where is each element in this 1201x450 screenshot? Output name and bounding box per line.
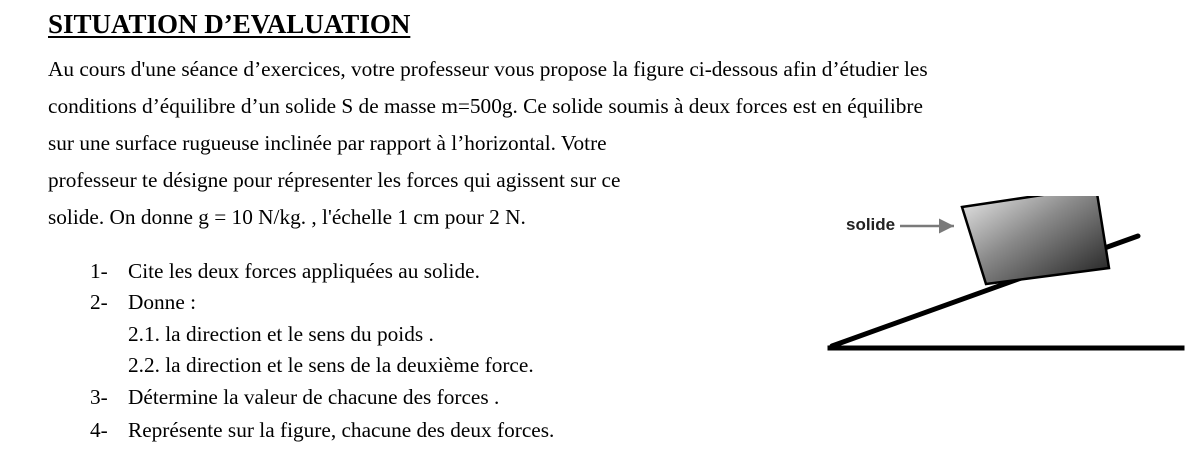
question-2-1 <box>128 324 434 345</box>
question-text: 2.1. la direction et le sens du poids . <box>128 322 434 346</box>
intro-line-1: Au cours d'une séance d’exercices, votre professeur vous propose la figure ci-dessous afin d’étudier les <box>48 57 928 81</box>
question-number: 2- <box>90 290 108 314</box>
question-4 <box>90 420 554 441</box>
question-1 <box>90 261 480 282</box>
question-text: Cite les deux forces appliquées au solide. <box>128 259 480 283</box>
question-text: 2.2. la direction et le sens de la deuxième force. <box>128 353 534 377</box>
question-number: 3- <box>90 385 108 409</box>
question-2-2 <box>128 355 534 376</box>
inclined-plane-figure <box>820 196 1190 356</box>
intro-line-2: conditions d’équilibre d’un solide S de masse m=500g. Ce solide soumis à deux forces est en équilibre <box>48 94 923 118</box>
intro-line-5: solide. On donne g = 10 N/kg. , l'échelle 1 cm pour 2 N. <box>48 205 526 229</box>
question-3 <box>90 387 499 408</box>
document-title: SITUATION D’EVALUATION <box>48 9 411 39</box>
solid-block <box>962 196 1109 284</box>
solid-label: solide <box>846 215 896 234</box>
intro-line-3: sur une surface rugueuse inclinée par rapport à l’horizontal. Votre <box>48 131 607 155</box>
question-2 <box>90 292 196 313</box>
question-text: Donne : <box>128 290 197 314</box>
question-number: 1- <box>90 259 108 283</box>
intro-line-4: professeur te désigne pour répresenter les forces qui agissent sur ce <box>48 168 621 192</box>
question-text: Représente sur la figure, chacune des deux forces. <box>128 418 555 442</box>
question-number: 4- <box>90 418 108 442</box>
question-text: Détermine la valeur de chacune des forces . <box>128 385 500 409</box>
